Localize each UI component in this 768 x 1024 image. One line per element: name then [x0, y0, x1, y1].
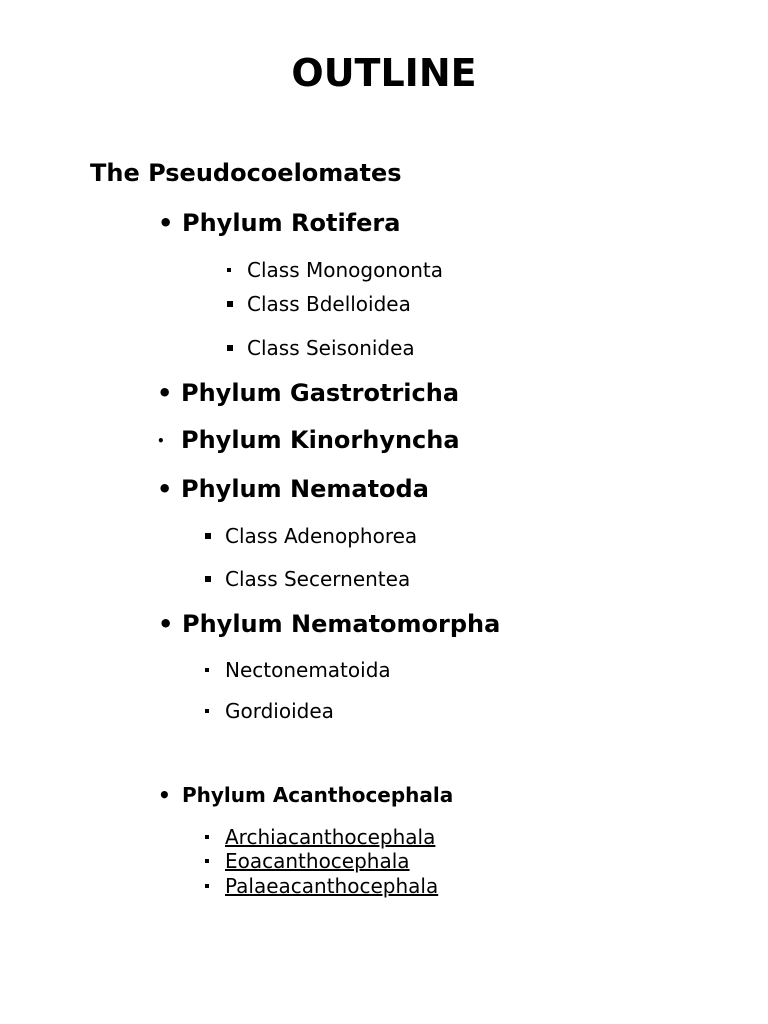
phylum-label: Phylum Gastrotricha: [181, 379, 460, 407]
page-title: OUTLINE: [291, 51, 477, 95]
phylum-kinorhyncha: [157, 425, 460, 456]
class-link[interactable]: Archiacanthocephala: [225, 825, 436, 849]
list-item: Class Bdelloidea: [227, 291, 411, 317]
list-item: Class Adenophorea: [205, 523, 417, 549]
bullet-icon: •: [157, 434, 165, 448]
square-bullet-icon: [227, 301, 233, 307]
phylum-nematoda: [157, 474, 429, 504]
square-bullet-icon: [205, 884, 209, 888]
list-item: Nectonematoida: [205, 657, 391, 683]
square-bullet-icon: [205, 668, 209, 672]
phylum-label: Phylum Nematomorpha: [182, 610, 501, 638]
phylum-nematomorpha: [158, 609, 500, 639]
list-item: [205, 824, 435, 850]
list-item: [205, 873, 438, 899]
phylum-gastrotricha: [157, 378, 459, 408]
section-heading: The Pseudocoelomates: [90, 159, 402, 187]
phylum-label: Phylum Acanthocephala: [182, 783, 454, 807]
square-bullet-icon: [227, 268, 231, 272]
list-item: Class Seisonidea: [227, 335, 415, 361]
bullet-icon: •: [157, 379, 173, 407]
list-item: Class Monogononta: [227, 257, 443, 283]
class-link[interactable]: Palaeacanthocephala: [225, 874, 439, 898]
square-bullet-icon: [205, 709, 209, 713]
phylum-label: Phylum Kinorhyncha: [181, 426, 460, 454]
list-item: Class Secernentea: [205, 566, 410, 592]
bullet-icon: •: [158, 783, 171, 807]
square-bullet-icon: [227, 345, 233, 351]
bullet-icon: •: [158, 610, 174, 638]
list-item: Gordioidea: [205, 698, 334, 724]
bullet-icon: •: [158, 209, 174, 237]
square-bullet-icon: [205, 533, 211, 539]
square-bullet-icon: [205, 835, 209, 839]
bullet-icon: •: [157, 475, 173, 503]
class-link[interactable]: Eoacanthocephala: [225, 849, 410, 873]
phylum-rotifera: [158, 208, 400, 238]
list-item: [205, 848, 410, 874]
phylum-label: Phylum Nematoda: [181, 475, 429, 503]
phylum-acanthocephala: [158, 782, 453, 808]
square-bullet-icon: [205, 576, 211, 582]
phylum-label: Phylum Rotifera: [182, 209, 401, 237]
square-bullet-icon: [205, 859, 209, 863]
